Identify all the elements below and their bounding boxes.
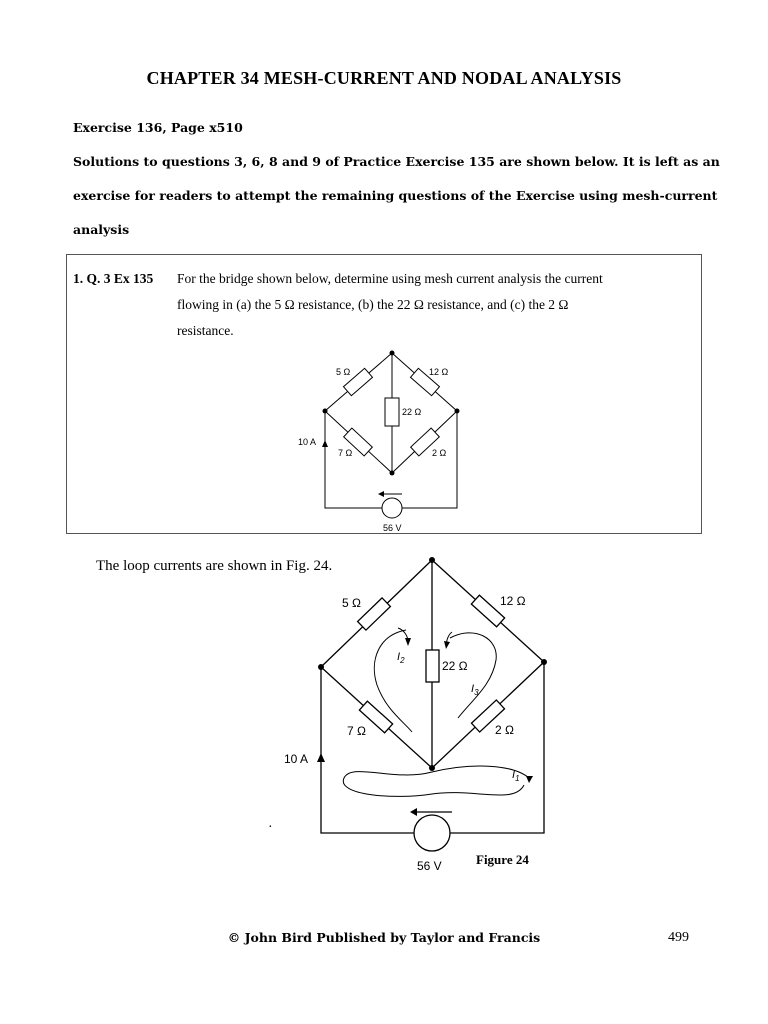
intro-line-2: exercise for readers to attempt the remaining questions of the Exercise using mesh-current — [73, 188, 718, 203]
fig-label-voltage: 56 V — [417, 859, 442, 873]
exercise-reference: Exercise 136, Page x510 — [73, 120, 243, 135]
loop-label-i2: $I_2$ — [397, 651, 405, 665]
figure-24-diagram — [274, 550, 584, 880]
loop-label-i3: $I_3$ — [471, 683, 479, 697]
bridge-circuit-diagram — [292, 348, 482, 538]
fig-label-current: 10 A — [284, 752, 309, 766]
footer-copyright: © John Bird Published by Taylor and Francis — [227, 930, 541, 945]
question-line-3: resistance. — [177, 323, 234, 338]
intro-line-1: Solutions to questions 3, 6, 8 and 9 of Practice Exercise 135 are shown below. It is left as an — [73, 154, 720, 169]
fig-label-2-ohm: 2 Ω — [495, 723, 514, 737]
chapter-title: CHAPTER 34 MESH-CURRENT AND NODAL ANALYSIS — [146, 68, 622, 88]
stray-dot: · — [268, 820, 273, 835]
fig-label-22-ohm: 22 Ω — [442, 659, 468, 673]
label-current: 10 A — [298, 437, 317, 447]
label-voltage: 56 V — [383, 523, 402, 533]
intro-line-3: analysis — [73, 222, 130, 237]
label-2-ohm: 2 Ω — [432, 448, 447, 458]
fig-label-5-ohm: 5 Ω — [342, 596, 361, 610]
loop-label-i1: $I_1$ — [512, 769, 520, 783]
figure-caption: Figure 24 — [476, 852, 529, 867]
label-12-ohm: 12 Ω — [429, 367, 449, 377]
label-22-ohm: 22 Ω — [402, 407, 422, 417]
question-label: 1. Q. 3 Ex 135 — [73, 271, 154, 286]
fig-label-12-ohm: 12 Ω — [500, 594, 526, 608]
question-line-1: For the bridge shown below, determine using mesh current analysis the current — [177, 271, 603, 286]
fig-label-7-ohm: 7 Ω — [347, 724, 366, 738]
question-line-2: flowing in (a) the 5 Ω resistance, (b) the 22 Ω resistance, and (c) the 2 Ω — [177, 297, 569, 312]
loop-currents-text: The loop currents are shown in Fig. 24. — [96, 558, 333, 574]
page-number: 499 — [668, 930, 689, 945]
label-5-ohm: 5 Ω — [336, 367, 351, 377]
label-7-ohm: 7 Ω — [338, 448, 353, 458]
